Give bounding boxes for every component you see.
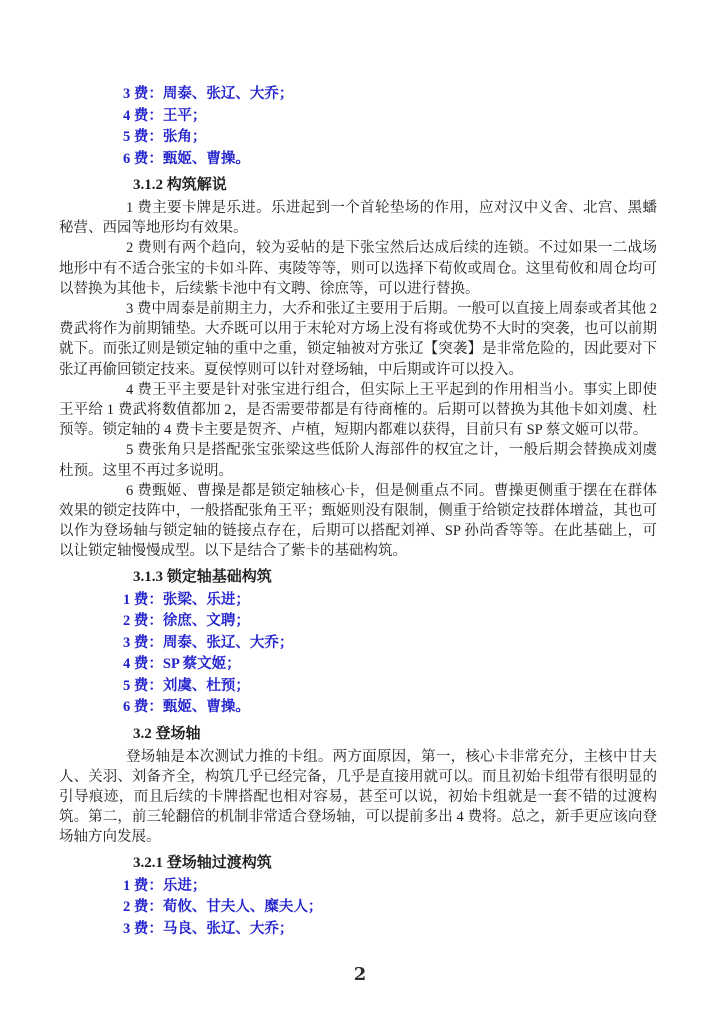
body-paragraph: 1 费主要卡牌是乐进。乐进起到一个首轮垫场的作用，应对汉中义舍、北宫、黑蟠秘营、西园等地形均有效果。 [59,200,657,237]
body-paragraph: 4 费王平主要是针对张宝进行组合，但实际上王平起到的作用相当小。事实上即使王平给 1 费武将数值都加 2，是否需要带都是有待商榷的。后期可以替换为其他卡如刘虞、杜预等。锁定轴的 4 费卡主要是贺齐、卢植，短期内都难以获得，目前只有 SP 蔡文姬可以带。 [59,381,657,439]
deck-list-item: 6 费：甄姬、曹操。 [123,699,250,716]
body-paragraph: 3 费中周泰是前期主力，大乔和张辽主要用于后期。一般可以直接上周泰或者其他 2 费武将作为前期铺垫。大乔既可以用于末轮对方场上没有将或优势不大时的突袭，也可以前期就下。而张辽则是锁定轴的重中之重，锁定轴被对方张辽【突袭】是非常危险的，因此要对下张辽再偷回锁定技来。夏侯惇则可以针对登场轴，中后期或许可以投入。 [59,301,657,378]
deck-list-item: 5 费：刘虞、杜预； [123,677,250,694]
deck-list-item: 1 费：乐进； [123,877,207,894]
body-paragraph: 5 费张角只是搭配张宝张梁这些低阶人海部件的权宜之计，一般后期会替换成刘虞杜预。这里不再过多说明。 [59,442,657,479]
body-paragraph: 6 费甄姬、曹操是都是锁定轴核心卡，但是侧重点不同。曹操更侧重于摆在在群体效果的锁定技阵中，一般搭配张角王平；甄姬则没有限制，侧重于给锁定技群体增益，其也可以作为登场轴与锁定轴的链接点存在，后期可以搭配刘禅、SP 孙尚香等等。在此基础上，可以让锁定轴慢慢成型。以下是结合了紫卡的基础构筑。 [59,482,657,560]
deck-list-item: 3 费：周泰、张辽、大乔； [123,634,294,651]
section-heading-3-2-1: 3.2.1 登场轴过渡构筑 [133,854,272,871]
deck-list-item: 2 费：徐庶、文聘； [123,613,250,630]
deck-list-debut-transition [59,876,657,941]
deck-list-item: 2 费：荀攸、甘夫人、糜夫人； [123,899,323,916]
deck-list-lockdown-base [59,590,657,719]
deck-list-item: 6 费：甄姬、曹操。 [123,150,250,167]
body-paragraph: 登场轴是本次测试力推的卡组。两方面原因，第一，核心卡非常充分，主核中甘夫人、关羽、刘备齐全，构筑几乎已经完备，几乎是直接用就可以。而且初始卡组带有很明显的引导痕迹，而且后续的卡牌搭配也相对容易，甚至可以说，初始卡组就是一套不错的过渡构筑。第二，前三轮翻倍的机制非常适合登场轴，可以提前多出 4 费将。总之，新手更应该向登场轴方向发展。 [59,748,657,846]
deck-list-item: 4 费：王平； [123,107,207,124]
deck-list-top-continuation [59,84,657,170]
deck-list-item: 5 费：张角； [123,129,207,145]
section-heading-3-1-3: 3.1.3 锁定轴基础构筑 [133,568,272,585]
body-paragraph: 2 费则有两个趋向，较为妥帖的是下张宝然后达成后续的连锁。不过如果一二战场地形中有不适合张宝的卡如斗阵、夷陵等等，则可以选择下荀攸或周仓。这里荀攸和周仓均可以替换为其他卡，后续紫卡池中有文聘、徐庶等，可以进行替换。 [59,240,657,297]
deck-list-item: 3 费：周泰、张辽、大乔； [123,86,294,102]
deck-list-item: 4 费：SP 蔡文姬； [123,656,241,673]
deck-list-item: 3 费：马良、张辽、大乔； [123,920,294,937]
deck-list-item: 1 费：张梁、乐进； [123,591,250,608]
section-heading-3-1-2: 3.1.2 构筑解说 [133,177,227,193]
section-heading-3-2: 3.2 登场轴 [133,725,201,742]
page-number: 2 [353,964,367,985]
